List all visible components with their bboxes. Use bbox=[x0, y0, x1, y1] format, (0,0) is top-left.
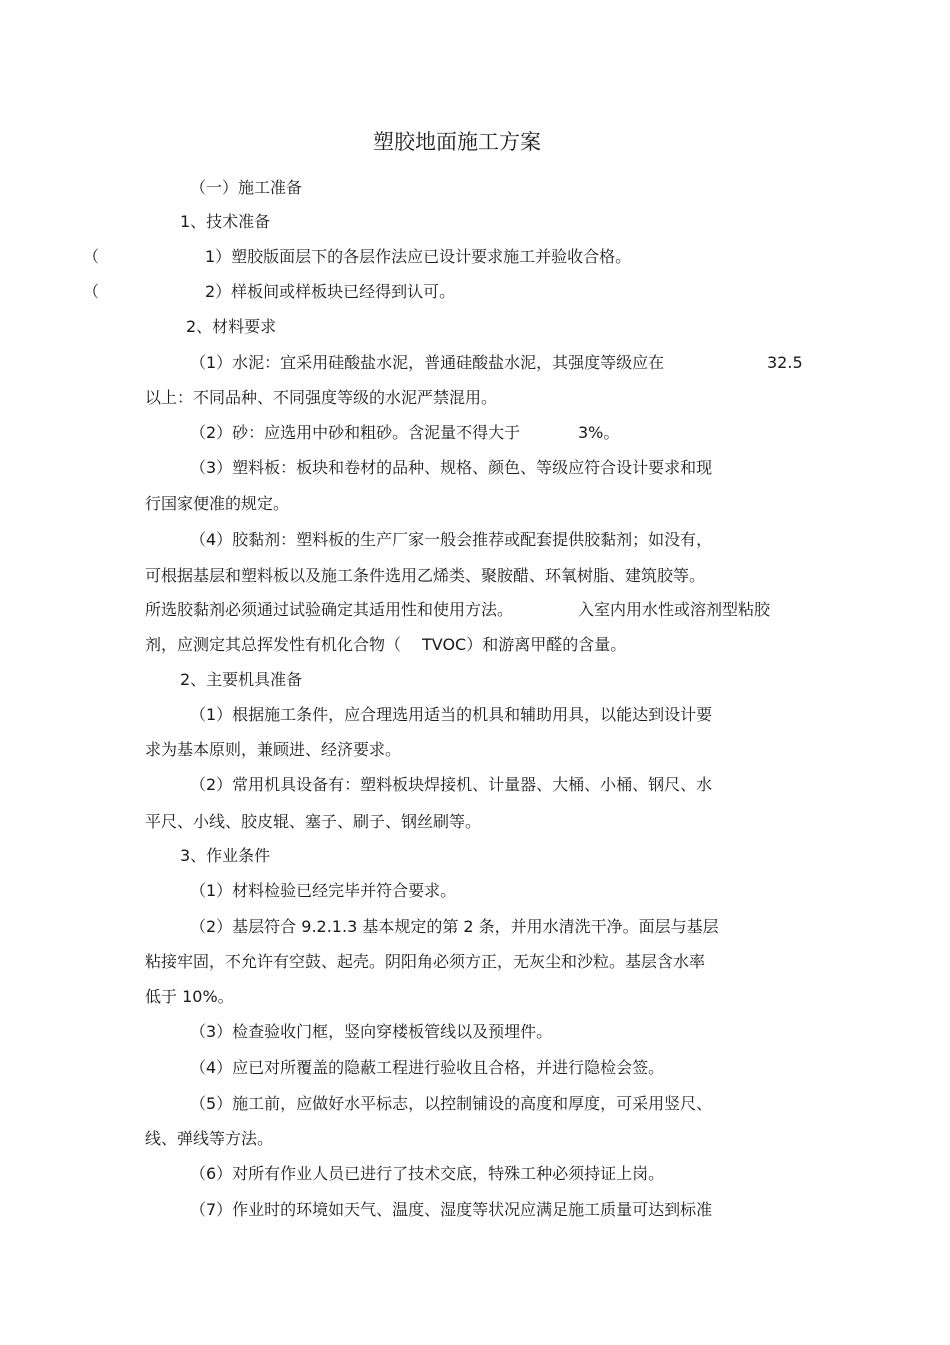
paragraph-line: 所选胶黏剂必须通过试验确定其适用性和使用方法。 bbox=[145, 600, 514, 619]
paragraph-line-tail: 32.5 bbox=[767, 353, 803, 372]
paragraph-line: （3）检查验收门框，竖向穿楼板管线以及预埋件。 bbox=[190, 1022, 553, 1041]
paragraph-line: （4）应已对所覆盖的隐蔽工程进行验收且合格，并进行隐检会签。 bbox=[190, 1058, 665, 1077]
paragraph-line: 低于 10%。 bbox=[145, 987, 234, 1006]
paragraph-line: 求为基本原则，兼顾进、经济要求。 bbox=[145, 740, 402, 759]
paragraph-line: （6）对所有作业人员已进行了技术交底，特殊工种必须持证上岗。 bbox=[190, 1164, 665, 1183]
paragraph-line: 2、主要机具准备 bbox=[180, 670, 303, 689]
paragraph-marker: （ bbox=[83, 247, 100, 266]
paragraph-line-tail: TVOC）和游离甲醛的含量。 bbox=[422, 635, 627, 654]
paragraph-line: （一）施工准备 bbox=[190, 178, 303, 197]
paragraph-line: 3、作业条件 bbox=[180, 846, 271, 865]
paragraph-line: 2）样板间或样板块已经得到认可。 bbox=[205, 282, 456, 301]
paragraph-line: （4）胶黏剂：塑料板的生产厂家一般会推荐或配套提供胶黏剂；如没有， bbox=[190, 530, 713, 549]
paragraph-line: （2）砂：应选用中砂和粗砂。含泥量不得大于 bbox=[190, 423, 521, 442]
paragraph-line: 线、弹线等方法。 bbox=[145, 1129, 274, 1148]
paragraph-line-tail: 3%。 bbox=[578, 423, 620, 442]
paragraph-line: （7）作业时的环境如天气、温度、湿度等状况应满足施工质量可达到标准 bbox=[190, 1200, 713, 1219]
paragraph-line: （5）施工前，应做好水平标志，以控制铺设的高度和厚度，可采用竖尺、 bbox=[190, 1094, 713, 1113]
paragraph-line: 1）塑胶版面层下的各层作法应已设计要求施工并验收合格。 bbox=[205, 247, 632, 266]
paragraph-line: 粘接牢固，不允许有空鼓、起壳。阴阳角必须方正，无灰尘和沙粒。基层含水率 bbox=[145, 952, 706, 971]
paragraph-line: （1）材料检验已经完毕并符合要求。 bbox=[190, 881, 457, 900]
paragraph-line: 可根据基层和塑料板以及施工条件选用乙烯类、聚胺醋、环氧树脂、建筑胶等。 bbox=[145, 566, 706, 585]
paragraph-marker: （ bbox=[83, 282, 100, 301]
paragraph-line: 平尺、小线、胶皮辊、塞子、刷子、钢丝刷等。 bbox=[145, 812, 482, 831]
paragraph-line: （2）基层符合 9.2.1.3 基本规定的第 2 条，并用水清洗干净。面层与基层 bbox=[190, 917, 719, 936]
paragraph-line: （3）塑料板：板块和卷材的品种、规格、颜色、等级应符合设计要求和现 bbox=[190, 458, 713, 477]
paragraph-line: 以上：不同品种、不同强度等级的水泥严禁混用。 bbox=[145, 388, 498, 407]
paragraph-line: （1）水泥：宜采用硅酸盐水泥，普通硅酸盐水泥，其强度等级应在 bbox=[190, 353, 665, 372]
paragraph-line: 1、技术准备 bbox=[180, 212, 271, 231]
paragraph-line: （2）常用机具设备有：塑料板块焊接机、计量器、大桶、小桶、钢尺、水 bbox=[190, 775, 713, 794]
paragraph-line: 行国家便准的规定。 bbox=[145, 494, 290, 513]
paragraph-line: 2、材料要求 bbox=[186, 317, 277, 336]
paragraph-line: 剂，应测定其总挥发性有机化合物（ bbox=[145, 635, 402, 654]
paragraph-line-tail: 入室内用水性或溶剂型粘胶 bbox=[578, 600, 771, 619]
paragraph-line: （1）根据施工条件，应合理选用适当的机具和辅助用具，以能达到设计要 bbox=[190, 705, 713, 724]
document-title: 塑胶地面施工方案 bbox=[373, 130, 541, 154]
